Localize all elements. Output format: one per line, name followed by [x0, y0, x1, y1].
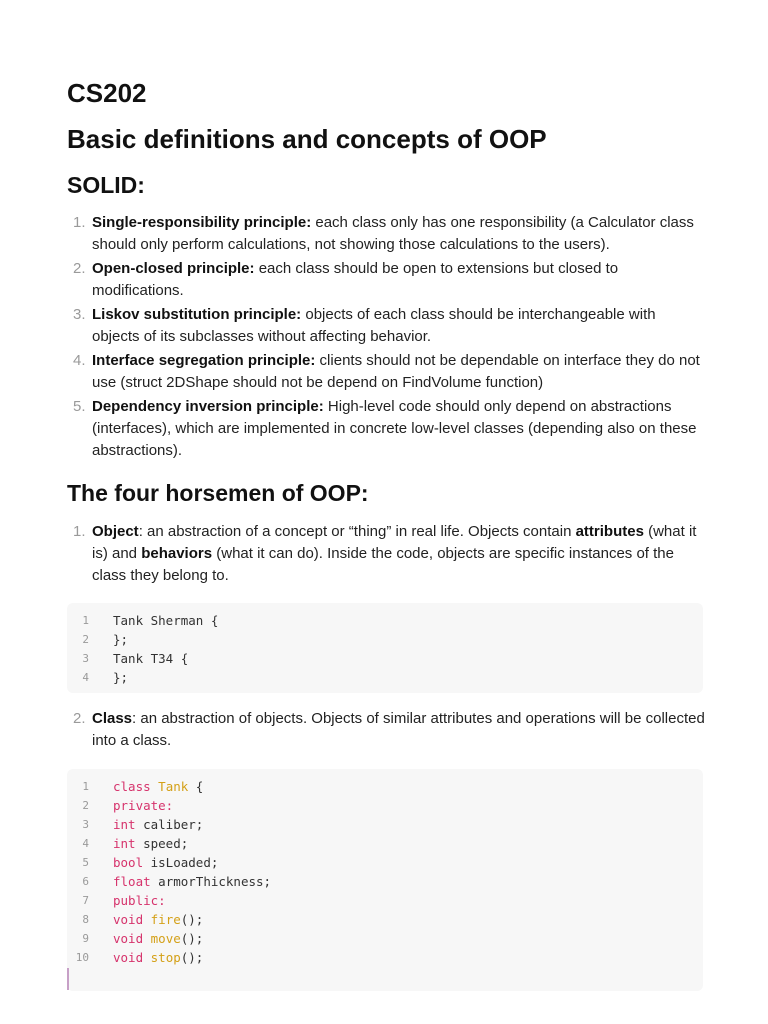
code-text: (); [180, 912, 204, 927]
function-name: fire [150, 912, 181, 927]
type-keyword: void [113, 950, 144, 965]
course-code-heading: CS202 [67, 78, 147, 108]
code-line [67, 929, 703, 948]
code-text: }; [113, 632, 129, 647]
code-line [67, 649, 703, 668]
principle-term: Single-responsibility principle: [92, 214, 312, 231]
principle-term: Open-closed principle: [92, 260, 255, 277]
code-line [67, 815, 703, 834]
code-line [67, 853, 703, 872]
line-number: 3 [82, 652, 89, 665]
list-item [67, 258, 707, 302]
line-number: 8 [82, 913, 89, 926]
principle-text: High-level code should only depend on abstractions (interfaces), which are implemented in concrete low-level classes (depending also on these abstractions). [92, 398, 697, 459]
text-cursor [67, 968, 69, 990]
line-number: 6 [82, 875, 89, 888]
emphasis-behaviors: behaviors [141, 545, 213, 562]
principle-term: Liskov substitution principle: [92, 306, 302, 323]
line-number: 9 [82, 932, 89, 945]
function-name: move [150, 931, 181, 946]
concept-term: Class [92, 710, 133, 727]
solid-principles-list [67, 212, 707, 464]
list-number: 1. [73, 214, 86, 231]
code-line [67, 872, 703, 891]
code-line [67, 777, 703, 796]
code-text: (); [180, 950, 204, 965]
line-number: 1 [82, 780, 89, 793]
emphasis-attributes: attributes [575, 523, 644, 540]
concept-list [67, 708, 707, 752]
code-line [67, 891, 703, 910]
principle-text: objects of each class should be interchangeable with objects of its subclasses without affecting behavior. [92, 306, 656, 345]
principle-term: Dependency inversion principle: [92, 398, 324, 415]
code-line [67, 910, 703, 929]
list-item [67, 350, 707, 394]
line-number: 10 [75, 951, 89, 964]
concept-term: Object [92, 523, 139, 540]
list-item [67, 708, 707, 752]
list-item [67, 521, 707, 587]
list-number: 3. [73, 306, 86, 323]
code-text: armorThickness; [150, 874, 272, 889]
principle-term: Interface segregation principle: [92, 352, 316, 369]
function-name: stop [150, 950, 181, 965]
concept-text: (what it can do). Inside the code, objects are specific instances of the class they belong to. [92, 545, 674, 584]
type-keyword: void [113, 912, 144, 927]
code-text: Tank Sherman { [113, 613, 219, 628]
list-item [67, 304, 707, 348]
line-number: 2 [82, 799, 89, 812]
code-text: { [188, 779, 204, 794]
concept-text: : an abstraction of a concept or “thing” in real life. Objects contain [138, 523, 576, 540]
four-horsemen-heading: The four horsemen of OOP: [67, 480, 369, 506]
type-keyword: float [113, 874, 151, 889]
type-keyword: void [113, 931, 144, 946]
solid-heading: SOLID: [67, 172, 145, 198]
keyword: private: [113, 798, 174, 813]
line-number: 5 [82, 856, 89, 869]
code-text: speed; [135, 836, 189, 851]
line-number: 1 [82, 614, 89, 627]
code-text: }; [113, 670, 129, 685]
code-line [67, 796, 703, 815]
code-line [67, 834, 703, 853]
line-number: 3 [82, 818, 89, 831]
line-number: 4 [82, 671, 89, 684]
type-keyword: int [113, 836, 136, 851]
principle-text: each class should be open to extensions but closed to modifications. [92, 260, 619, 299]
concept-text: (what it is) and [92, 523, 697, 562]
code-text: isLoaded; [143, 855, 219, 870]
code-block-objects [67, 603, 703, 693]
code-line [67, 948, 703, 967]
page-title: Basic definitions and concepts of OOP [67, 124, 547, 154]
code-line [67, 630, 703, 649]
code-block-class [67, 769, 703, 991]
list-number: 1. [73, 523, 86, 540]
principle-text: clients should not be dependable on interface they do not use (struct 2DShape should not be depend on FindVolume function) [92, 352, 700, 391]
code-line [67, 611, 703, 630]
concept-text: : an abstraction of objects. Objects of similar attributes and operations will be collected into a class. [92, 710, 705, 749]
list-item [67, 396, 707, 462]
code-line [67, 668, 703, 687]
concept-list [67, 521, 707, 587]
list-number: 2. [73, 260, 86, 277]
line-number: 4 [82, 837, 89, 850]
list-number: 5. [73, 398, 86, 415]
code-text: Tank T34 { [113, 651, 189, 666]
class-name: Tank [158, 779, 189, 794]
list-number: 4. [73, 352, 86, 369]
type-keyword: int [113, 817, 136, 832]
line-number: 2 [82, 633, 89, 646]
code-text: (); [180, 931, 204, 946]
keyword: public: [113, 893, 166, 908]
type-keyword: bool [113, 855, 144, 870]
list-item [67, 212, 707, 256]
list-number: 2. [73, 710, 86, 727]
keyword: class [113, 779, 151, 794]
principle-text: each class only has one responsibility (a Calculator class should only perform calculations, not showing those calculations to the users). [92, 214, 694, 253]
line-number: 7 [82, 894, 89, 907]
code-text: caliber; [135, 817, 204, 832]
